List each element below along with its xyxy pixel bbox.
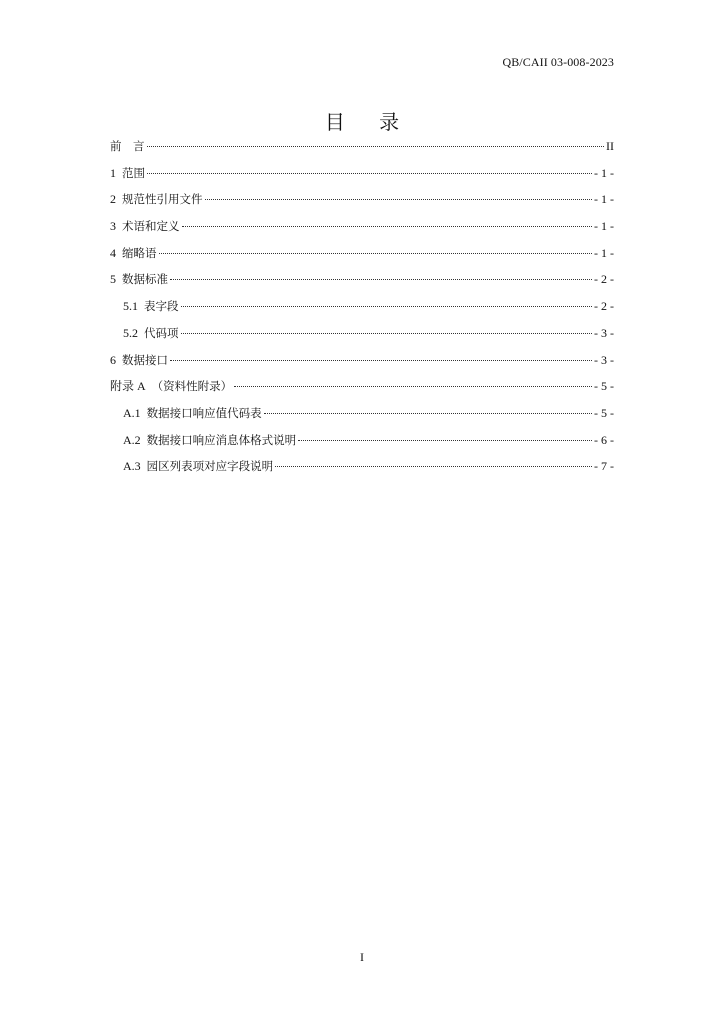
document-code: QB/CAII 03-008-2023: [502, 55, 614, 69]
toc-entry-title: 园区列表项对应字段说明: [146, 459, 274, 474]
toc-dot-leader: [159, 253, 593, 254]
toc-entry-label: [110, 186, 203, 213]
toc-entry-number: 6: [110, 352, 116, 367]
toc-entry[interactable]: [110, 373, 614, 400]
toc-entry-page: - 1 -: [594, 245, 614, 260]
toc-entry-number: 5: [110, 272, 116, 287]
toc-entry-page: - 1 -: [594, 165, 614, 180]
toc-entry-label: [123, 320, 179, 347]
toc-entry-page: - 5 -: [594, 379, 614, 394]
toc-entry-number: A.1: [123, 405, 141, 420]
toc-entry-title: 数据标准: [122, 272, 168, 287]
toc-entry-title: 缩略语: [122, 245, 157, 260]
toc-entry-page: - 6 -: [594, 432, 614, 447]
toc-entry-number: A.2: [123, 432, 141, 447]
toc-entry[interactable]: [110, 453, 614, 480]
toc-entry[interactable]: [110, 293, 614, 320]
toc-dot-leader: [147, 173, 592, 174]
toc-entry-number: 5.1: [123, 299, 138, 314]
toc-entry-title: 数据接口响应值代码表: [146, 405, 262, 420]
toc-entry-title: 前 言: [110, 139, 145, 153]
toc-entry[interactable]: [110, 186, 614, 213]
toc-entry-title: 规范性引用文件: [122, 192, 203, 207]
toc-dot-leader: [181, 306, 593, 307]
toc-entry[interactable]: [110, 133, 614, 160]
toc-entry-page: - 1 -: [594, 192, 614, 207]
toc-dot-leader: [182, 226, 593, 227]
toc-entry-number: 3: [110, 219, 116, 234]
toc-entry-title: 范围: [122, 165, 145, 180]
toc-entry[interactable]: [110, 266, 614, 293]
toc-entry-label: [110, 373, 232, 400]
toc-entry-number: A.3: [123, 459, 141, 474]
toc-entry-label: [110, 266, 168, 293]
toc-entry[interactable]: [110, 400, 614, 427]
toc-entry-title: 代码项: [144, 325, 179, 340]
toc-entry-label: [123, 400, 262, 427]
toc-entry-label: [123, 427, 296, 454]
toc-dot-leader: [147, 146, 605, 147]
toc-entry-number: 4: [110, 245, 116, 260]
toc-dot-leader: [205, 199, 593, 200]
table-of-contents: [110, 133, 614, 480]
toc-entry-label: [110, 347, 168, 374]
toc-dot-leader: [170, 279, 592, 280]
toc-dot-leader: [181, 333, 593, 334]
toc-dot-leader: [170, 360, 592, 361]
toc-entry-page: - 5 -: [594, 405, 614, 420]
toc-entry-page: - 2 -: [594, 299, 614, 314]
toc-entry-label: [110, 160, 145, 187]
toc-entry-label: [123, 293, 179, 320]
toc-dot-leader: [298, 440, 592, 441]
toc-entry-number: 5.2: [123, 325, 138, 340]
page-number: I: [360, 950, 364, 964]
toc-dot-leader: [264, 413, 592, 414]
toc-entry-title: （资料性附录）: [151, 379, 233, 394]
toc-entry[interactable]: [110, 347, 614, 374]
toc-entry-page: - 1 -: [594, 219, 614, 234]
toc-entry-label: [110, 240, 157, 267]
toc-entry-page: - 7 -: [594, 459, 614, 474]
toc-entry[interactable]: [110, 320, 614, 347]
toc-entry[interactable]: [110, 160, 614, 187]
toc-entry-page: - 3 -: [594, 352, 614, 367]
toc-entry-title: 数据接口响应消息体格式说明: [146, 432, 297, 447]
toc-entry[interactable]: [110, 240, 614, 267]
toc-dot-leader: [275, 466, 592, 467]
toc-dot-leader: [234, 386, 592, 387]
toc-title: 目 录: [324, 110, 414, 134]
toc-entry-page: - 2 -: [594, 272, 614, 287]
toc-entry-label: [123, 453, 273, 480]
toc-entry-number: 2: [110, 192, 116, 207]
toc-entry-label: [110, 213, 180, 240]
toc-entry-number: 附录 A: [110, 379, 146, 394]
toc-entry-title: 数据接口: [122, 352, 168, 367]
toc-entry-page: - 3 -: [594, 325, 614, 340]
toc-entry[interactable]: [110, 213, 614, 240]
toc-entry-page: II: [606, 139, 614, 153]
toc-entry-number: 1: [110, 165, 116, 180]
toc-entry-title: 表字段: [144, 299, 179, 314]
toc-entry-title: 术语和定义: [122, 219, 180, 234]
toc-entry-label: [110, 133, 145, 160]
toc-entry[interactable]: [110, 427, 614, 454]
